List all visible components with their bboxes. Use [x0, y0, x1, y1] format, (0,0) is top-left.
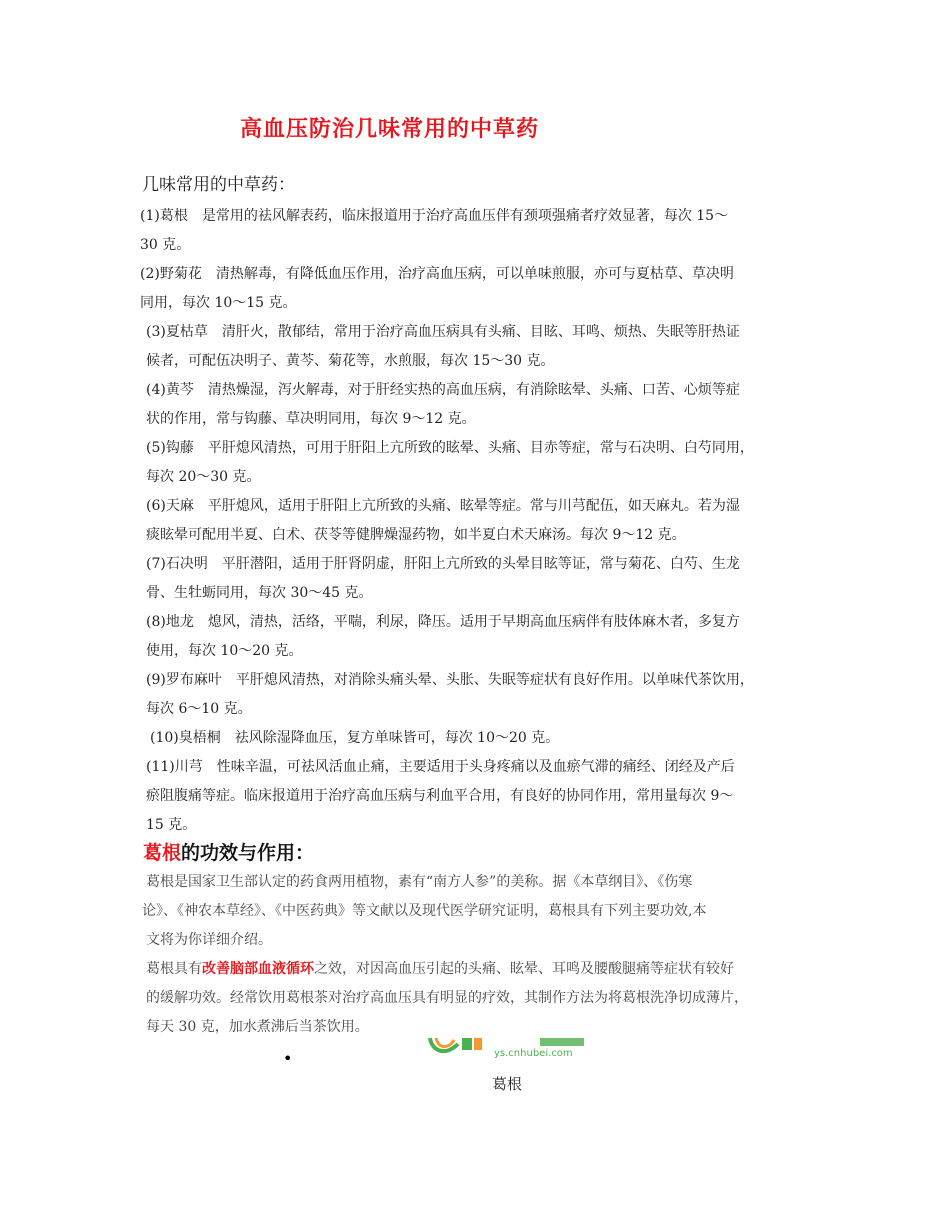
- herb-line: (8)地龙 熄风，清热，活络，平喘，利尿，降压。适用于早期高血压病伴有肢体麻木者，多复方: [146, 614, 740, 630]
- herb-line: (6)天麻 平肝熄风，适用于肝阳上亢所致的头痛、眩晕等症。常与川芎配伍，如天麻丸。若为湿: [146, 498, 740, 514]
- herb-line: 15 克。: [146, 817, 197, 833]
- herb-item: [146, 376, 950, 434]
- herb-line: 使用，每次 10～20 克。: [146, 643, 303, 659]
- image-caption: 葛根: [492, 1075, 523, 1093]
- paragraph-text: 之效，对因高血压引起的头痛、眩晕、耳鸣及腰酸腿痛等症状有较好: [314, 961, 734, 977]
- herb-line: (10)臭梧桐 祛风除湿降血压，复方单味皆可，每次 10～20 克。: [150, 730, 560, 746]
- herb-line: 状的作用，常与钩藤、草决明同用，每次 9～12 克。: [146, 411, 476, 427]
- herb-line: 每次 6～10 克。: [146, 701, 252, 717]
- paragraph-line: 葛根是国家卫生部认定的药食两用植物，素有“南方人参”的美称。据《本草纲目》、《伤寒: [146, 874, 693, 890]
- section-paragraph-1: [142, 868, 707, 955]
- herb-item: [146, 434, 950, 492]
- herb-line: 骨、生牡蛎同用，每次 30～45 克。: [146, 585, 373, 601]
- herb-item: [140, 260, 950, 318]
- paragraph-line: 每天 30 克，加水煮沸后当茶饮用。: [146, 1019, 369, 1035]
- herb-line: (11)川芎 性味辛温，可祛风活血止痛，主要适用于头身疼痛以及血瘀气滞的痛经、闭经及产后: [146, 759, 735, 775]
- herb-item: [146, 608, 950, 666]
- list-bullet: •: [283, 1049, 293, 1068]
- herb-line: (5)钩藤 平肝熄风清热，可用于肝阳上亢所致的眩晕、头痛、目赤等症，常与石决明、白芍同用，: [146, 440, 754, 456]
- paragraph-text: 葛根具有: [146, 961, 202, 977]
- paragraph-highlight: 改善脑部血液循环: [202, 961, 314, 977]
- herb-item: [146, 753, 950, 840]
- herb-item: [150, 724, 950, 753]
- herb-line: 痰眩晕可配用半夏、白术、茯苓等健脾燥湿药物，如半夏白术天麻汤。每次 9～12 克。: [146, 527, 686, 543]
- paragraph-line: 论》、《神农本草经》、《中医药典》等文献以及现代医学研究证明，葛根具有下列主要功效,本: [142, 903, 707, 919]
- herb-line: (2)野菊花 清热解毒，有降低血压作用，治疗高血压病，可以单味煎服，亦可与夏枯草、草决明: [140, 266, 734, 282]
- section-paragraph-2: [146, 955, 748, 1042]
- herb-line: 同用，每次 10～15 克。: [140, 295, 297, 311]
- herb-line: (7)石决明 平肝潜阳，适用于肝肾阴虚，肝阳上亢所致的头晕目眩等证，常与菊花、白芍、生龙: [146, 556, 740, 572]
- herb-line: 30 克。: [140, 237, 191, 253]
- herb-item: [146, 550, 950, 608]
- herb-line: 瘀阻腹痛等症。临床报道用于治疗高血压病与利血平合用，有良好的协同作用，常用量每次 9～: [146, 788, 734, 804]
- page-title: 高血压防治几味常用的中草药: [240, 117, 540, 142]
- herb-item: [140, 202, 950, 260]
- paragraph-line: 文将为你详细介绍。: [146, 932, 272, 948]
- herb-line: (9)罗布麻叶 平肝熄风清热，对消除头痛头晕、头胀、失眠等症状有良好作用。以单味代茶饮用，: [146, 672, 754, 688]
- herb-item: [146, 492, 950, 550]
- paragraph-line: 的缓解功效。经常饮用葛根茶对治疗高血压具有明显的疗效，其制作方法为将葛根洗净切成薄片，: [146, 990, 748, 1006]
- section-heading-highlight: 葛根: [143, 842, 182, 864]
- herb-line: (4)黄芩 清热燥湿，泻火解毒，对于肝经实热的高血压病，有消除眩晕、头痛、口苦、心烦等症: [146, 382, 740, 398]
- herb-line: (3)夏枯草 清肝火，散郁结，常用于治疗高血压病具有头痛、目眩、耳鸣、烦热、失眠等肝热证: [146, 324, 740, 340]
- intro-heading: 几味常用的中草药：: [142, 175, 295, 195]
- herb-item: [146, 666, 950, 724]
- herb-line: 每次 20～30 克。: [146, 469, 261, 485]
- herb-line: (1)葛根 是常用的祛风解表药，临床报道用于治疗高血压伴有颈项强痛者疗效显著，每次 15～: [140, 208, 729, 224]
- paragraph-line: [146, 955, 748, 984]
- herb-line: 候者，可配伍决明子、黄芩、菊花等，水煎服，每次 15～30 克。: [146, 353, 555, 369]
- section-heading-rest: 的功效与作用：: [181, 842, 315, 864]
- logo-url: ys.cnhubei.com: [494, 1048, 573, 1058]
- herb-list: [0, 202, 950, 840]
- herb-item: [146, 318, 950, 376]
- watermark-logo-image: [428, 1036, 588, 1058]
- section-heading: [143, 838, 314, 865]
